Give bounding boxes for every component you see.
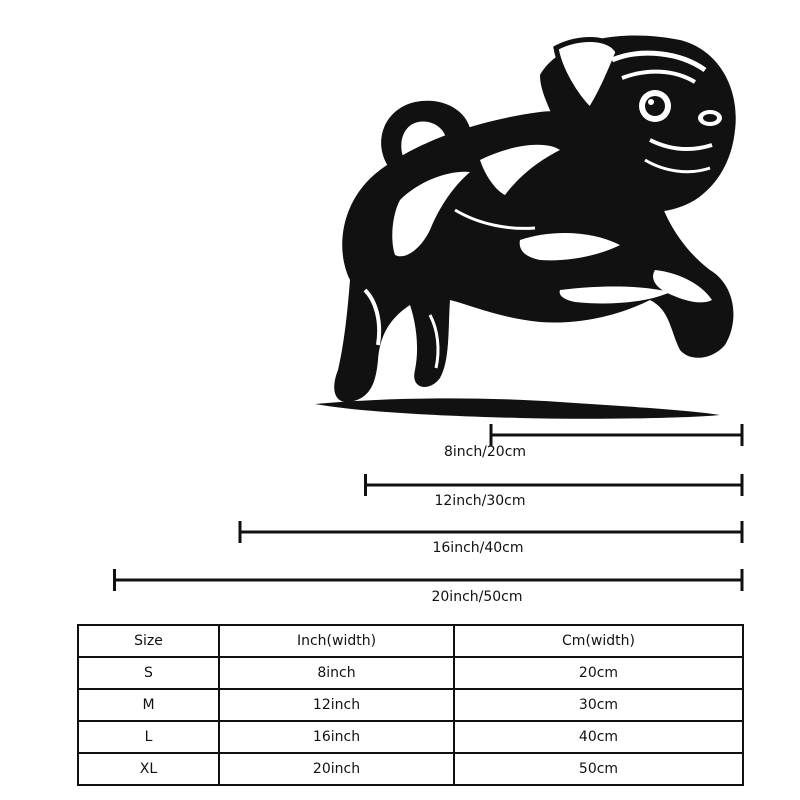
table-row [78,657,743,689]
table-row [78,721,743,753]
size-table [77,624,744,786]
cell-size: XL [78,753,219,785]
cell-inch: 8inch [219,657,454,689]
cell-size: M [78,689,219,721]
table-row [78,689,743,721]
table-header-row [78,625,743,657]
header-cm: Cm(width) [454,625,743,657]
cell-cm: 20cm [454,657,743,689]
cell-inch: 16inch [219,721,454,753]
dimension-bar-0 [491,424,742,446]
dimension-label-3: 20inch/50cm [431,589,523,605]
cell-inch: 20inch [219,753,454,785]
table-row [78,753,743,785]
dimension-label-2: 16inch/40cm [432,540,524,556]
cell-cm: 40cm [454,721,743,753]
cell-inch: 12inch [219,689,454,721]
dimension-label-0: 8inch/20cm [443,444,527,460]
dimension-bar-3 [115,569,743,591]
dimension-bar-1 [366,474,743,496]
cell-size: L [78,721,219,753]
cell-size: S [78,657,219,689]
cell-cm: 50cm [454,753,743,785]
header-size: Size [78,625,219,657]
dimension-label-1: 12inch/30cm [434,493,526,509]
cell-cm: 30cm [454,689,743,721]
header-inch: Inch(width) [219,625,454,657]
